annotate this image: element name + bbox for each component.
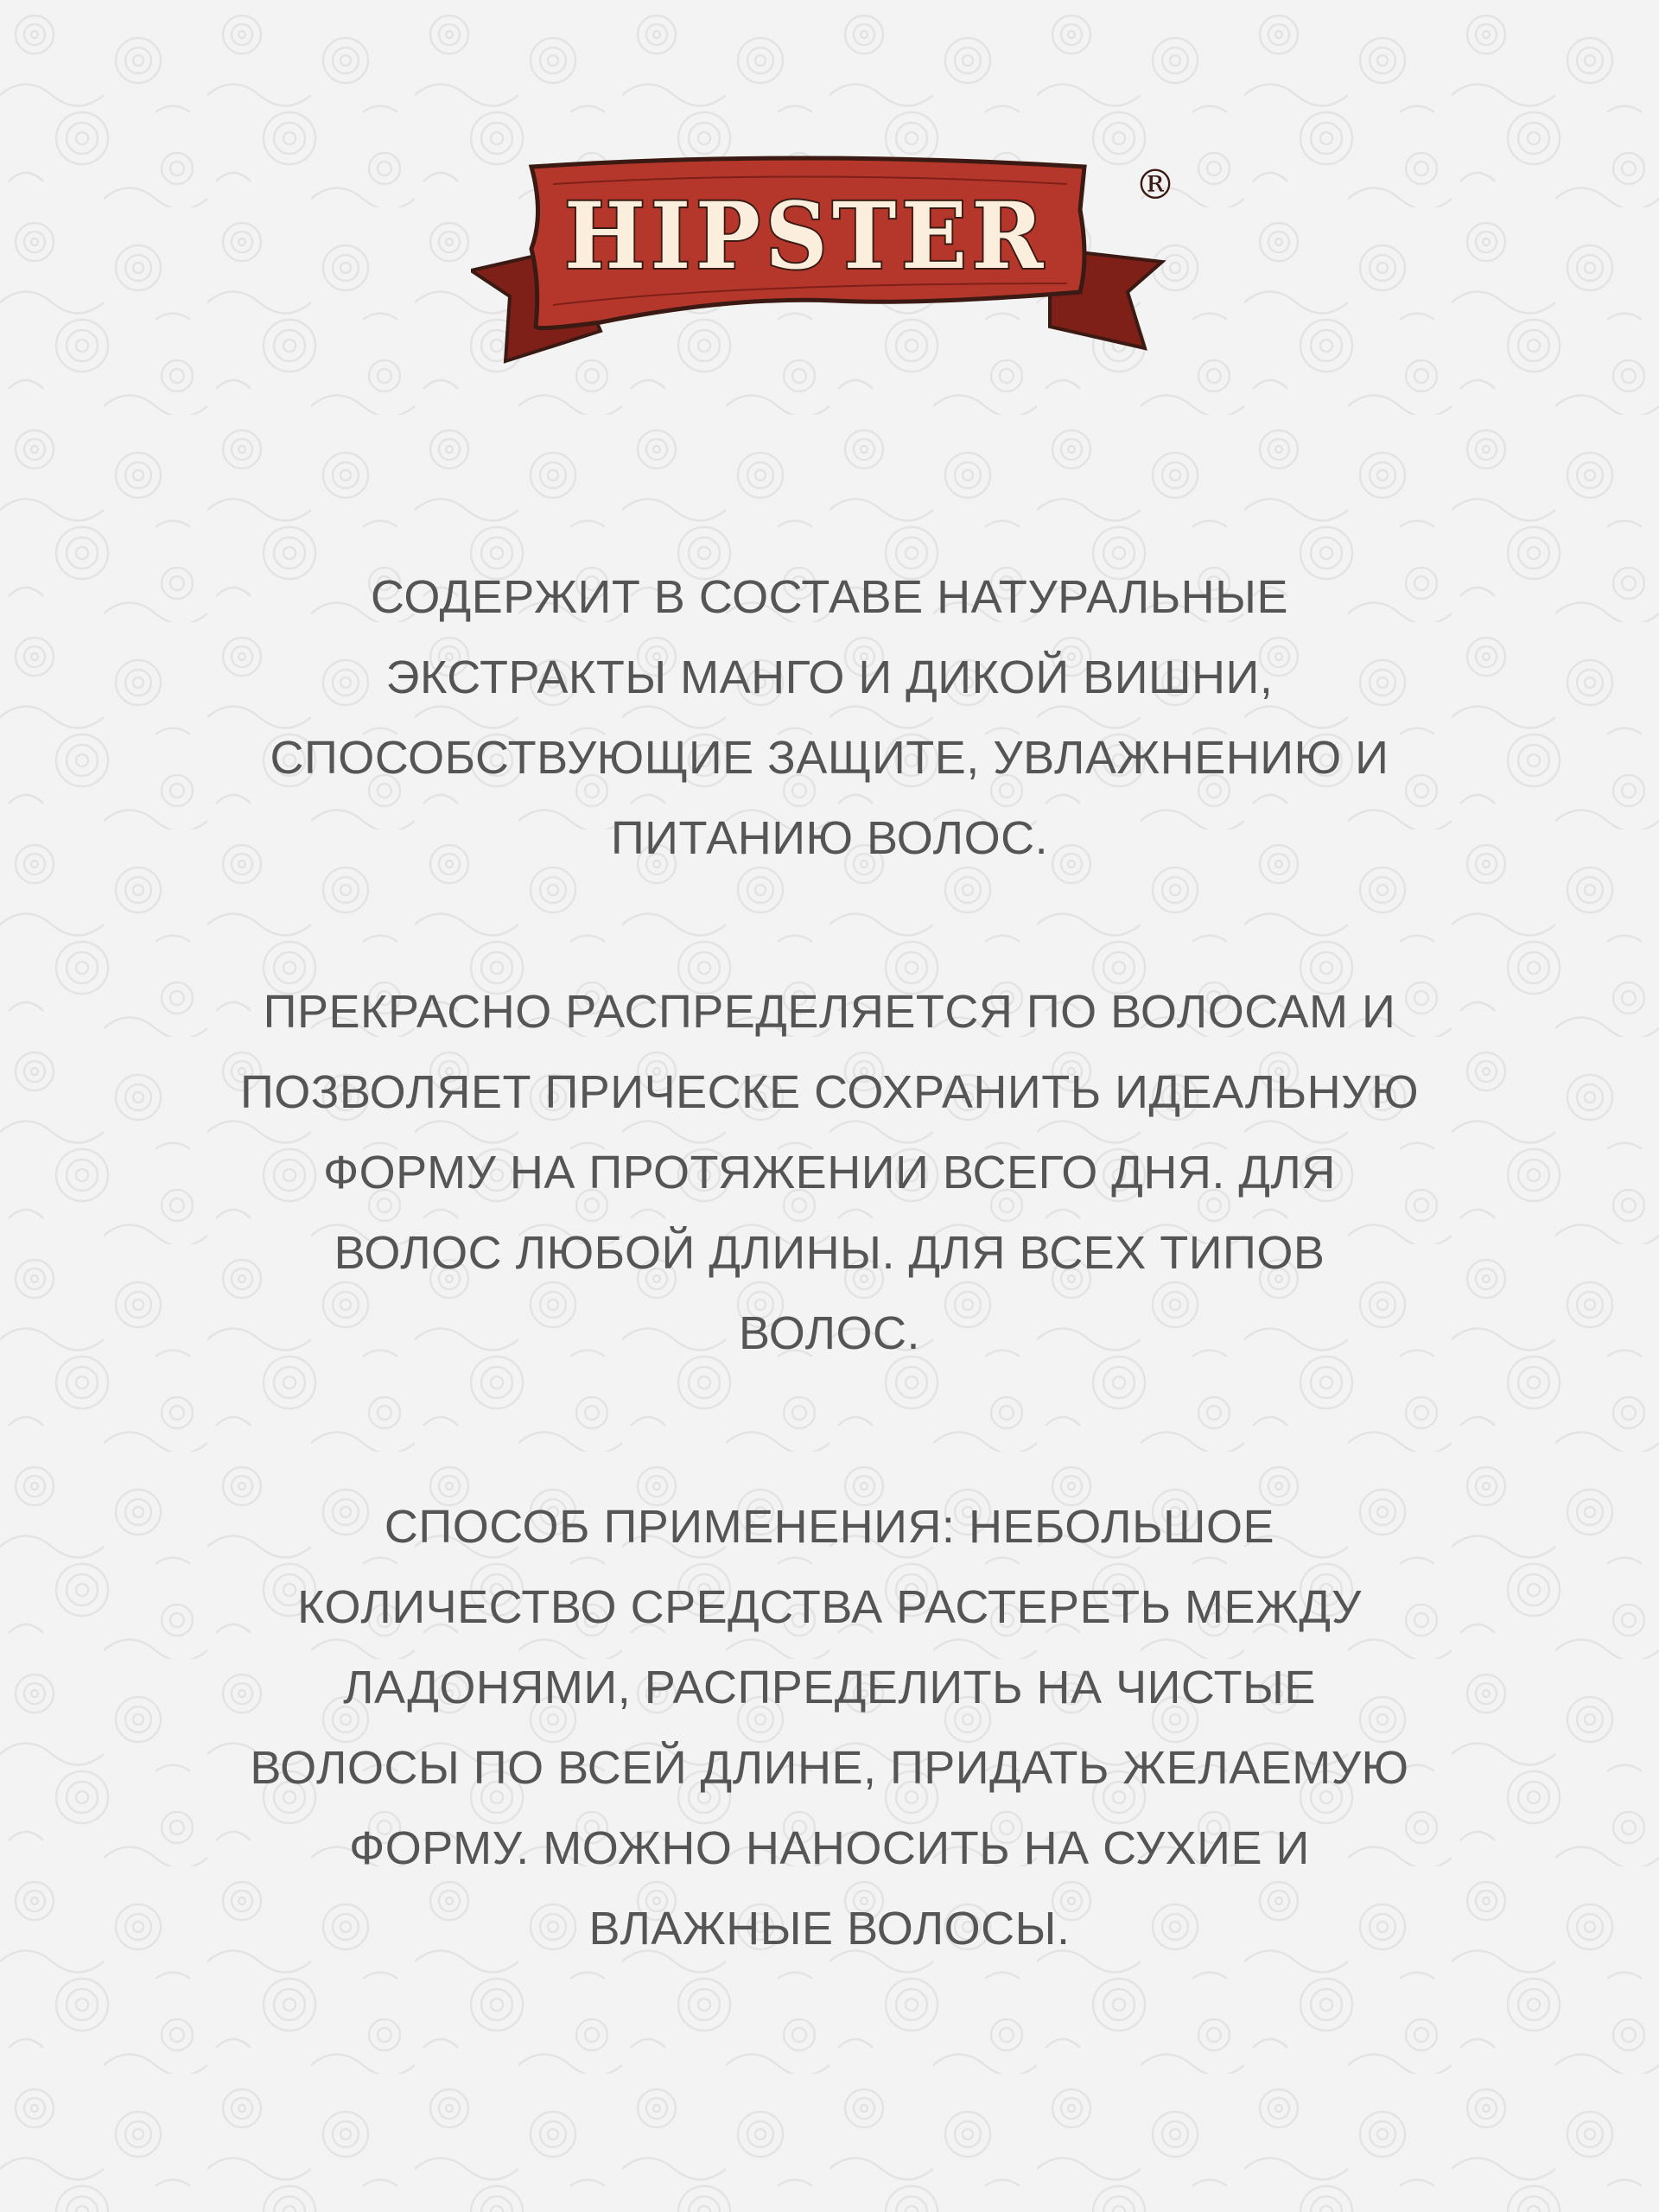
paragraph-line: ВОЛОС. [738, 1307, 921, 1359]
paragraph-line: СПОСОБСТВУЮЩИЕ ЗАЩИТЕ, УВЛАЖНЕНИЮ И [270, 732, 1389, 784]
paragraph-usage [173, 1487, 1486, 1969]
brand-name: HIPSTER [564, 181, 1048, 289]
paragraph-line: ПИТАНИЮ ВОЛОС. [610, 812, 1049, 864]
paragraph-ingredients [173, 557, 1486, 879]
paragraph-line: КОЛИЧЕСТВО СРЕДСТВА РАСТЕРЕТЬ МЕЖДУ [297, 1581, 1362, 1633]
registered-mark: ® [1135, 161, 1176, 209]
paragraph-line: ПРЕКРАСНО РАСПРЕДЕЛЯЕТСЯ ПО ВОЛОСАМ И [263, 986, 1396, 1038]
paragraph-line: ЛАДОНЯМИ, РАСПРЕДЕЛИТЬ НА ЧИСТЫЕ [343, 1662, 1316, 1713]
paragraph-line: СОДЕРЖИТ В СОСТАВЕ НАТУРАЛЬНЫЕ [371, 571, 1288, 623]
paragraph-line: ЭКСТРАКТЫ МАНГО И ДИКОЙ ВИШНИ, [385, 652, 1274, 703]
paragraph-line: ВОЛОС ЛЮБОЙ ДЛИНЫ. ДЛЯ ВСЕХ ТИПОВ [334, 1227, 1325, 1279]
paragraph-line: СПОСОБ ПРИМЕНЕНИЯ: НЕБОЛЬШОЕ [384, 1501, 1275, 1553]
paragraph-benefits [173, 972, 1486, 1374]
paragraph-line: ВЛАЖНЫЕ ВОЛОСЫ. [588, 1903, 1071, 1955]
hipster-logo [471, 154, 1188, 365]
paragraph-line: ФОРМУ НА ПРОТЯЖЕНИИ ВСЕГО ДНЯ. ДЛЯ [323, 1147, 1336, 1198]
paragraph-line: ФОРМУ. МОЖНО НАНОСИТЬ НА СУХИЕ И [349, 1822, 1310, 1874]
paragraph-line: ПОЗВОЛЯЕТ ПРИЧЕСКЕ СОХРАНИТЬ ИДЕАЛЬНУЮ [239, 1066, 1420, 1118]
paragraph-line: ВОЛОСЫ ПО ВСЕЙ ДЛИНЕ, ПРИДАТЬ ЖЕЛАЕМУЮ [250, 1742, 1409, 1794]
